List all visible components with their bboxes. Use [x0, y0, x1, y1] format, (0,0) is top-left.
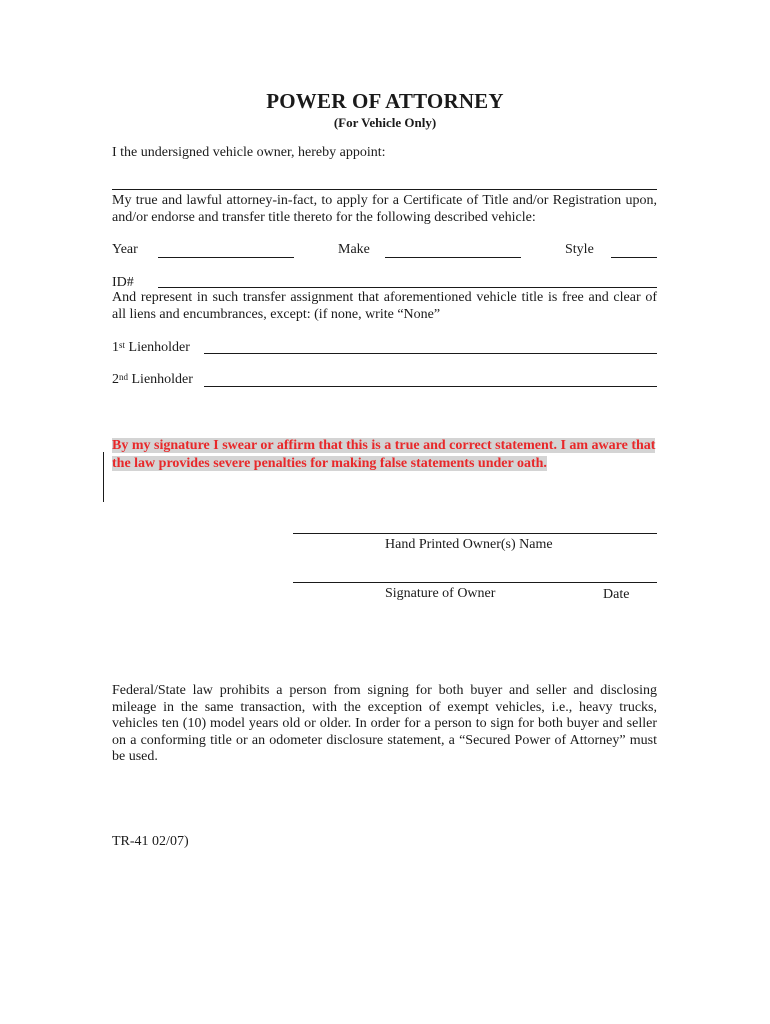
year-label: Year: [112, 242, 138, 257]
make-label: Make: [338, 242, 370, 257]
printed-name-label: Hand Printed Owner(s) Name: [385, 537, 553, 552]
date-label: Date: [603, 587, 630, 602]
style-label: Style: [565, 242, 594, 257]
warning-line-1: By my signature I swear or affirm that this is a true and correct statement. I am aware that: [112, 438, 656, 453]
attorney-name-field[interactable]: [112, 189, 657, 190]
signature-label: Signature of Owner: [385, 586, 496, 601]
signature-field[interactable]: [293, 582, 657, 583]
first-lienholder-label: 1st Lienholder: [112, 340, 190, 355]
form-number: TR-41 02/07): [112, 834, 189, 849]
year-field[interactable]: [158, 257, 294, 258]
document-title: POWER OF ATTORNEY: [266, 89, 504, 113]
text-cursor-bar: [103, 452, 104, 502]
document-subtitle: (For Vehicle Only): [333, 115, 437, 130]
intro-text: I the undersigned vehicle owner, hereby appoint:: [112, 145, 386, 160]
mileage-disclosure-paragraph: Federal/State law prohibits a person from signing for both buyer and seller and disclosing mileage in the same transaction, with the exception of exempt vehicles, i.e., heavy trucks, vehicles ten (10) model years old or older. In order for a person to sign for both buyer and seller on a conforming title or an odometer disclosure statement, a “Secured Power of Attorney” must be used.: [112, 683, 657, 764]
represent-paragraph: And represent in such transfer assignment that aforementioned vehicle title is free and clear of all liens and encumbrances, except: (if none, write “None”: [112, 290, 657, 322]
second-lienholder-label: 2nd Lienholder: [112, 372, 193, 387]
second-lienholder-field[interactable]: [204, 386, 657, 387]
attorney-paragraph: My true and lawful attorney-in-fact, to apply for a Certificate of Title and/or Registration upon, and/or endorse and transfer title thereto for the following described vehicle:: [112, 193, 657, 225]
warning-line-2: the law provides severe penalties for making false statements under oath.: [112, 456, 547, 471]
style-field[interactable]: [611, 257, 657, 258]
perjury-warning: [112, 437, 658, 473]
id-label: ID#: [112, 275, 134, 290]
printed-name-field[interactable]: [293, 533, 657, 534]
first-lienholder-field[interactable]: [204, 353, 657, 354]
id-field[interactable]: [158, 287, 657, 288]
make-field[interactable]: [385, 257, 521, 258]
